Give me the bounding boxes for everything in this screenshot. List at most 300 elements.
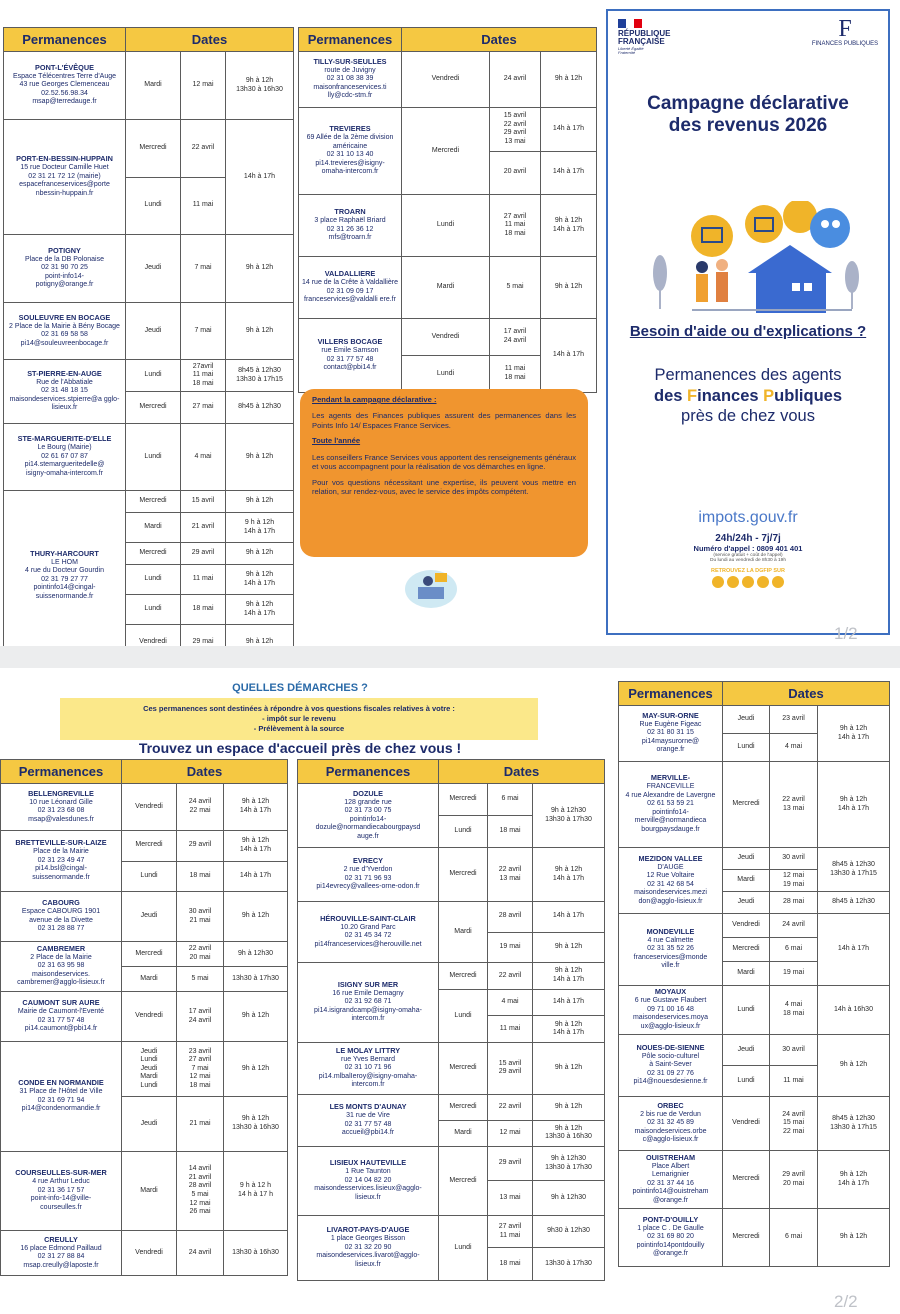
location-name: OUISTREHAM bbox=[645, 1152, 696, 1162]
phone-note-2: Du lundi au vendredi de 8h30 à 19h bbox=[709, 558, 786, 563]
location-detail: 02 31 77 57 48 bbox=[344, 1120, 392, 1128]
table-row bbox=[619, 1097, 890, 1151]
location-detail: pointinfo14@cingal- bbox=[33, 584, 96, 592]
date-cell: Mardi bbox=[402, 257, 490, 319]
location-detail: 4 rue Alexandre de Lavergne bbox=[625, 791, 716, 799]
location-detail: @orange.fr bbox=[652, 1196, 689, 1204]
youtube-icon[interactable] bbox=[772, 576, 784, 588]
demarches-line-2: - impôt sur le revenu bbox=[262, 713, 336, 723]
location-detail: pointinfo14- bbox=[652, 808, 689, 816]
date-cell: 15 avril bbox=[181, 491, 226, 513]
location-detail: Espace Télécentres Terre d'Auge bbox=[12, 72, 117, 80]
location-cell bbox=[619, 1151, 723, 1209]
twitter-icon[interactable] bbox=[757, 576, 769, 588]
location-name: CONDE EN NORMANDIE bbox=[18, 1078, 104, 1088]
date-cell: 20 avril bbox=[490, 151, 541, 195]
date-cell: 9h à 12h 14h à 17h bbox=[818, 762, 890, 848]
date-cell: Lundi bbox=[126, 565, 181, 595]
date-cell: Vendredi bbox=[126, 625, 181, 647]
header-cell: Permanences bbox=[1, 760, 122, 784]
location-detail: 02 31 80 31 15 bbox=[647, 729, 694, 737]
table-row bbox=[1, 942, 288, 967]
location-detail: franceservices@monde bbox=[633, 953, 708, 961]
location-name: TILLY-SUR-SEULLES bbox=[313, 56, 387, 66]
location-detail: pi14.isigrandcamp@isigny-omaha- bbox=[314, 1006, 422, 1014]
helper-illustration-icon bbox=[402, 565, 460, 611]
location-detail: contact@pbi14.fr bbox=[323, 364, 377, 372]
header-cell: Permanences bbox=[619, 682, 723, 706]
demarches-line-1: Ces permanences sont destinées à répondre à vos questions fiscales relatives à votre : bbox=[143, 704, 455, 713]
date-cell: Vendredi bbox=[723, 1097, 770, 1151]
location-name: MONDEVILLE bbox=[646, 926, 695, 936]
date-cell: 24 avril bbox=[177, 1231, 224, 1276]
location-detail: maisonfranceservices.ti bbox=[313, 83, 387, 91]
location-name: NOUES-DE-SIENNE bbox=[636, 1042, 705, 1052]
location-detail: 14 rue de la Crête à Valdallière bbox=[302, 279, 398, 287]
header-cell: Dates bbox=[126, 28, 294, 52]
location-name: MOYAUX bbox=[654, 987, 687, 997]
table-row bbox=[299, 257, 597, 319]
location-cell bbox=[4, 360, 126, 424]
location-name: EVRECY bbox=[352, 856, 383, 866]
table-row bbox=[619, 1035, 890, 1066]
location-cell bbox=[299, 52, 402, 108]
location-detail: maisondeservices.moya bbox=[632, 1014, 709, 1022]
location-detail: pi14@nouesdesienne.fr bbox=[633, 1078, 708, 1086]
logo-text-2: FRANÇAISE bbox=[618, 37, 665, 47]
table-row bbox=[298, 784, 605, 816]
table-row bbox=[1, 1042, 288, 1097]
location-detail: pi14.trevieres@isigny- bbox=[315, 159, 385, 167]
location-detail: 16 place Edmond Paillaud bbox=[20, 1244, 102, 1252]
date-cell: Vendredi bbox=[122, 992, 177, 1042]
location-detail: c@agglo-lisieux.fr bbox=[642, 1136, 699, 1144]
location-detail: pointinfo14pontdouilly bbox=[636, 1241, 705, 1249]
location-cell bbox=[619, 848, 723, 914]
location-detail: omaha-intercom.fr bbox=[321, 168, 379, 176]
date-cell: 22 avril bbox=[488, 963, 533, 990]
location-detail: 02 61 53 59 21 bbox=[647, 800, 694, 808]
date-cell: 24 avril 15 mai 22 mai bbox=[770, 1097, 818, 1151]
date-cell: 9h à 12h bbox=[226, 303, 294, 360]
location-detail: 2 rue d'Yverdon bbox=[343, 866, 393, 874]
location-detail: potigny@orange.fr bbox=[35, 281, 94, 289]
fp-logo-text: FINANCES PUBLIQUES bbox=[811, 41, 879, 47]
table-row bbox=[298, 1042, 605, 1094]
location-name: ISIGNY SUR MER bbox=[337, 979, 399, 989]
date-cell: 9h à 12h bbox=[818, 1209, 890, 1267]
instagram-icon[interactable] bbox=[727, 576, 739, 588]
date-cell: 7 mai bbox=[181, 303, 226, 360]
location-detail: 31 Place de l'Hôtel de Ville bbox=[19, 1088, 103, 1096]
date-cell: 6 mai bbox=[770, 938, 818, 962]
location-name: HÉROUVILLE-SAINT-CLAIR bbox=[320, 913, 416, 923]
location-detail: pi14@souleuvreenbocage.fr bbox=[20, 339, 109, 347]
date-cell: 29 avril bbox=[177, 831, 224, 862]
date-cell: 9h à 12h30 13h30 à 17h30 bbox=[533, 784, 605, 848]
table-row bbox=[299, 108, 597, 152]
location-cell bbox=[299, 257, 402, 319]
table-row bbox=[298, 902, 605, 933]
table-row bbox=[298, 963, 605, 990]
date-cell: Lundi bbox=[126, 424, 181, 491]
title-line-2: des revenus 2026 bbox=[668, 114, 828, 136]
location-detail: 1 place Georges Bisson bbox=[330, 1235, 406, 1243]
page-2 bbox=[0, 668, 900, 1314]
date-cell: 9h à 12h 14h à 17h bbox=[224, 831, 288, 862]
date-cell: 15 avril 22 avril 29 avril 13 mai bbox=[490, 108, 541, 152]
date-cell: Mercredi bbox=[439, 963, 488, 990]
location-detail: Place de la Mairie bbox=[33, 848, 89, 856]
location-cell bbox=[1, 784, 122, 831]
location-detail: 12 Rue Voltaire bbox=[646, 872, 695, 880]
location-detail: 02 31 77 57 48 bbox=[326, 355, 374, 363]
date-cell: 9h à 12h 13h30 à 16h30 bbox=[224, 1097, 288, 1152]
date-cell: Jeudi bbox=[723, 848, 770, 870]
date-cell: 13h30 à 16h30 bbox=[224, 1231, 288, 1276]
date-cell: Lundi bbox=[126, 595, 181, 625]
date-cell: 19 mai bbox=[488, 932, 533, 963]
date-cell: Jeudi bbox=[723, 706, 770, 734]
logo-text-1: RÉPUBLIQUE bbox=[618, 29, 671, 38]
location-name: CAUMONT SUR AURE bbox=[22, 998, 100, 1008]
date-cell: 9h à 12h30 bbox=[224, 942, 288, 967]
location-cell bbox=[4, 491, 126, 647]
location-detail: merville@normandieca bbox=[634, 817, 707, 825]
date-cell: Vendredi bbox=[402, 319, 490, 356]
location-name: TREVIERES bbox=[329, 124, 371, 134]
date-cell: 9h30 à 12h30 bbox=[533, 1215, 605, 1248]
table-row bbox=[619, 1209, 890, 1267]
location-detail: route de Juvigny bbox=[324, 66, 376, 74]
date-cell: 22 avril 13 mai bbox=[770, 762, 818, 848]
table-row bbox=[619, 706, 890, 734]
date-cell: 14h à 17h bbox=[533, 989, 605, 1016]
location-cell bbox=[298, 784, 439, 848]
location-cell bbox=[298, 848, 439, 902]
location-cell bbox=[298, 1042, 439, 1094]
location-name: LISIEUX HAUTEVILLE bbox=[329, 1158, 407, 1168]
location-name: LIVAROT-PAYS-D'AUGE bbox=[326, 1225, 410, 1235]
social-links bbox=[608, 576, 888, 588]
location-detail: msap@valesdunes.fr bbox=[28, 815, 94, 823]
page-1 bbox=[0, 0, 900, 646]
location-detail: 02 31 69 80 20 bbox=[647, 1233, 694, 1241]
location-name: CABOURG bbox=[42, 898, 80, 908]
table-row bbox=[299, 195, 597, 257]
location-detail: 02 31 08 38 39 bbox=[326, 75, 374, 83]
date-cell: 9h à 12h 14h à 17h bbox=[224, 784, 288, 831]
date-cell: Lundi bbox=[723, 986, 770, 1035]
date-cell: Mardi bbox=[126, 52, 181, 120]
dgfip-label: RETROUVEZ LA DGFIP SUR bbox=[711, 568, 785, 574]
date-cell: Vendredi bbox=[122, 1231, 177, 1276]
date-cell: 9h à 12h bbox=[541, 257, 597, 319]
location-cell bbox=[619, 1209, 723, 1267]
location-cell bbox=[4, 424, 126, 491]
date-cell: 11 mai 18 mai bbox=[490, 356, 541, 393]
location-detail: Espace CABOURG 1901 bbox=[21, 908, 101, 916]
date-cell: 14h à 17h bbox=[541, 319, 597, 393]
table-row bbox=[619, 762, 890, 848]
location-detail: 02 31 32 45 89 bbox=[647, 1119, 694, 1127]
date-cell: 11 mai bbox=[488, 1016, 533, 1043]
table-row bbox=[619, 986, 890, 1035]
location-detail: 02 31 77 57 48 bbox=[37, 1016, 85, 1024]
facebook-icon[interactable] bbox=[712, 576, 724, 588]
find-heading: Trouvez un espace d'accueil près de chez vous ! bbox=[138, 740, 462, 756]
date-cell: 9h à 12h bbox=[533, 932, 605, 963]
date-cell: Mardi bbox=[723, 870, 770, 892]
date-cell: Mardi bbox=[122, 1152, 177, 1231]
table-row bbox=[1, 892, 288, 942]
location-name: CREULLY bbox=[44, 1234, 78, 1244]
header-cell: Permanences bbox=[4, 28, 126, 52]
date-cell: 9 h à 12 h 14 h à 17 h bbox=[224, 1152, 288, 1231]
date-cell: Mercredi bbox=[439, 1146, 488, 1215]
location-detail: pi14@condenormandie.fr bbox=[21, 1105, 101, 1113]
date-cell: Lundi bbox=[439, 989, 488, 1042]
info-text-1: Les agents des Finances publiques assurent des permanences dans les Points Info 14/ Espaces France Services. bbox=[312, 411, 576, 430]
location-cell bbox=[1, 892, 122, 942]
date-cell: 24 avril bbox=[770, 914, 818, 938]
date-cell: 22 avril bbox=[181, 120, 226, 178]
date-cell: 9h à 12h bbox=[224, 892, 288, 942]
date-cell: 14 avril 21 avril 28 avril 5 mai 12 mai 26 mai bbox=[177, 1152, 224, 1231]
date-cell: Jeudi Lundi Jeudi Mardi Lundi bbox=[122, 1042, 177, 1097]
location-detail: 2 Place de la Mairie bbox=[30, 953, 92, 961]
header-cell: Dates bbox=[402, 28, 597, 52]
location-name: BELLENGREVILLE bbox=[28, 788, 94, 798]
location-detail: 02 31 45 34 72 bbox=[344, 932, 392, 940]
info-box bbox=[300, 389, 588, 557]
date-cell: Lundi bbox=[122, 861, 177, 892]
location-detail: 09 71 00 16 48 bbox=[647, 1005, 694, 1013]
location-detail: 31 rue de Vire bbox=[346, 1112, 390, 1120]
location-detail: 02 61 67 07 87 bbox=[41, 452, 88, 460]
location-detail: 02 31 09 27 76 bbox=[647, 1069, 694, 1077]
location-cell bbox=[4, 52, 126, 120]
location-detail: pi14evrecy@vallees-orne-odon.fr bbox=[316, 883, 420, 891]
location-detail: 02 31 79 27 77 bbox=[41, 575, 88, 583]
location-name: MEZIDON VALLEE bbox=[638, 853, 703, 863]
table-row bbox=[298, 848, 605, 902]
location-detail: maisondeservices.livarot@agglo- bbox=[316, 1252, 420, 1260]
date-cell: 9h à 12h bbox=[818, 1035, 890, 1097]
location-detail: 02 31 37 44 16 bbox=[647, 1179, 694, 1187]
location-detail: pointinfo14@ouistreham bbox=[632, 1188, 709, 1196]
date-cell: 9h à 12h bbox=[226, 424, 294, 491]
location-cell bbox=[1, 1231, 122, 1276]
date-cell: 18 mai bbox=[488, 816, 533, 848]
table-row bbox=[1, 784, 288, 831]
info-text-3: Pour vos questions nécessitant une expertise, ils peuvent vous mettre en relation, sur rendez-vous, avec le service des impôts compétent. bbox=[312, 477, 576, 497]
finances-publiques-logo: F FINANCES PUBLIQUES bbox=[811, 16, 879, 47]
contact-block bbox=[608, 509, 888, 588]
date-cell: Jeudi bbox=[126, 303, 181, 360]
location-detail: 2 Place de la Mairie à Bény Bocage bbox=[9, 322, 120, 330]
date-cell: 11 mai bbox=[770, 1066, 818, 1097]
table-row bbox=[4, 235, 294, 303]
date-cell: 9h à 12h 14h à 17h bbox=[533, 848, 605, 902]
location-cell bbox=[298, 1094, 439, 1146]
location-detail: rue Yves Bernard bbox=[341, 1055, 395, 1063]
date-cell: 28 mai bbox=[770, 892, 818, 914]
date-cell: 8h45 à 12h30 13h30 à 17h15 bbox=[226, 360, 294, 392]
date-cell: Jeudi bbox=[723, 892, 770, 914]
date-cell: 29 avril 20 mai bbox=[770, 1151, 818, 1209]
date-cell: 27avril 11 mai 18 mai bbox=[181, 360, 226, 392]
date-cell: 14h à 17h bbox=[224, 861, 288, 892]
date-cell: Mardi bbox=[723, 962, 770, 986]
location-cell bbox=[1, 942, 122, 992]
location-detail: Le Bourg (Mairie) bbox=[37, 444, 92, 452]
location-detail: intercom.fr bbox=[351, 1081, 385, 1089]
impots-link[interactable]: impots.gouv.fr bbox=[698, 509, 798, 526]
permanences-table-1 bbox=[3, 27, 294, 646]
availability: 24h/24h - 7j/7j bbox=[715, 533, 781, 544]
demarches-line-3: - Prélèvement à la source bbox=[253, 723, 345, 733]
table-row bbox=[619, 848, 890, 870]
location-detail: 4 rue Calmette bbox=[647, 936, 694, 944]
location-cell bbox=[299, 319, 402, 393]
location-detail: 69 Allée de la 2ème division américaine bbox=[306, 134, 394, 150]
date-cell: Mercredi bbox=[122, 831, 177, 862]
date-cell: 8h45 à 12h30 bbox=[226, 392, 294, 424]
location-detail: bourgpaysdauge.fr bbox=[641, 826, 700, 833]
date-cell: 4 mai 18 mai bbox=[770, 986, 818, 1035]
date-cell: 8h45 à 12h30 13h30 à 17h15 bbox=[818, 848, 890, 892]
location-detail: 4 rue Arthur Leduc bbox=[32, 1178, 90, 1186]
date-cell: Mercredi bbox=[126, 120, 181, 178]
phone-note-1: (service gratuit + coût de l'appel) bbox=[713, 553, 783, 558]
location-detail: 2 bis rue de Verdun bbox=[640, 1110, 701, 1118]
permanences-heading bbox=[608, 365, 888, 427]
date-cell: 9h à 12h 14h à 17h bbox=[226, 595, 294, 625]
date-cell: 9h à 12h bbox=[226, 543, 294, 565]
location-detail: 02 31 23 49 47 bbox=[37, 856, 85, 864]
location-name: VILLERS BOCAGE bbox=[317, 337, 383, 347]
table-row bbox=[4, 303, 294, 360]
date-cell: 8h45 à 12h30 13h30 à 17h15 bbox=[818, 1097, 890, 1151]
location-detail: 02 31 26 36 12 bbox=[326, 225, 374, 233]
location-detail: 02 31 36 17 57 bbox=[37, 1186, 85, 1194]
location-name: DOZULE bbox=[353, 788, 383, 798]
date-cell: Mercredi bbox=[126, 543, 181, 565]
location-detail: dozule@normandiecabourgpaysd bbox=[315, 824, 421, 832]
location-cell bbox=[298, 1146, 439, 1215]
location-detail: maisondeservices.mezi bbox=[634, 889, 707, 897]
info-heading-1: Pendant la campagne déclarative : bbox=[312, 395, 437, 404]
date-cell: Lundi bbox=[126, 360, 181, 392]
location-cell bbox=[619, 706, 723, 762]
permanences-table-5 bbox=[618, 681, 890, 1267]
location-detail: orange.fr bbox=[656, 746, 685, 754]
location-cell bbox=[1, 831, 122, 892]
date-cell: 17 avril 24 avril bbox=[177, 992, 224, 1042]
date-cell: 18 mai bbox=[181, 595, 226, 625]
table-row bbox=[4, 424, 294, 491]
location-detail: 02 31 63 95 98 bbox=[37, 962, 85, 970]
perm-line-3: près de chez vous bbox=[681, 407, 815, 426]
location-detail: Place de la DB Polonaise bbox=[25, 255, 104, 263]
location-detail: ux@agglo-lisieux.fr bbox=[640, 1022, 701, 1030]
location-detail: pi14.caumont@pbi14.fr bbox=[24, 1025, 98, 1033]
table-row bbox=[1, 1152, 288, 1231]
location-detail: 02 31 27 88 84 bbox=[37, 1253, 85, 1261]
date-cell: Mercredi bbox=[723, 938, 770, 962]
location-detail: 43 rue Georges Clemenceau bbox=[19, 81, 110, 89]
date-cell: Lundi bbox=[402, 195, 490, 257]
date-cell: 13h30 à 17h30 bbox=[533, 1248, 605, 1281]
location-detail: maisondesservices.lisieux@agglo- bbox=[314, 1185, 422, 1193]
table-row bbox=[4, 120, 294, 178]
location-detail: espacefranceservices@porte nbessin-huppain.fr bbox=[19, 181, 110, 197]
date-cell: 21 mai bbox=[177, 1097, 224, 1152]
location-name: VALDALLIERE bbox=[324, 269, 376, 279]
table-row bbox=[619, 914, 890, 938]
location-detail: maisondeservices. bbox=[32, 970, 90, 978]
location-name: PONT-L'ÉVÊQUE bbox=[35, 62, 94, 72]
date-cell: 22 avril 20 mai bbox=[177, 942, 224, 967]
table-row bbox=[619, 1151, 890, 1209]
location-name: CAMBREMER bbox=[36, 943, 86, 953]
date-cell: 5 mai bbox=[490, 257, 541, 319]
location-name: ST-PIERRE-EN-AUGE bbox=[27, 368, 102, 378]
date-cell: 9 h à 12h 14h à 17h bbox=[226, 513, 294, 543]
date-cell: Mercredi bbox=[126, 491, 181, 513]
date-cell: Mardi bbox=[439, 1120, 488, 1146]
location-detail: Lemarignier bbox=[652, 1171, 689, 1179]
date-cell: 6 mai bbox=[770, 1209, 818, 1267]
location-detail: 02 31 23 68 08 bbox=[37, 807, 85, 815]
location-name: TROARN bbox=[334, 207, 366, 217]
date-cell: 8h45 à 12h30 bbox=[818, 892, 890, 914]
date-cell: 15 avril 29 avril bbox=[488, 1042, 533, 1094]
demarches-heading: QUELLES DÉMARCHES ? bbox=[232, 682, 368, 694]
info-text-2: Les conseillers France Services vous apportent des renseignements généraux et vous accompagnent pour la réalisation de vos démarches en ligne. bbox=[312, 452, 576, 472]
location-detail: 6 rue Gustave Flaubert bbox=[634, 997, 707, 1005]
location-detail: franceservices@valdalli ere.fr bbox=[304, 296, 396, 304]
date-cell: 18 mai bbox=[177, 861, 224, 892]
location-detail: 02 31 48 18 15 bbox=[41, 387, 88, 395]
location-detail: auge.fr bbox=[357, 832, 379, 840]
page-number: 1/2 bbox=[834, 624, 858, 643]
page-number-2: 2/2 bbox=[834, 1292, 858, 1311]
logo-motto: Liberté Égalité Fraternité bbox=[618, 45, 644, 55]
date-cell: 9h à 12h bbox=[226, 491, 294, 513]
date-cell: 29 avril bbox=[181, 543, 226, 565]
location-detail: 1 Rue Taunton bbox=[345, 1168, 391, 1176]
date-cell: 13 mai bbox=[488, 1181, 533, 1216]
linkedin-icon[interactable] bbox=[742, 576, 754, 588]
location-detail: @orange.fr bbox=[652, 1250, 689, 1258]
date-cell: Mercredi bbox=[439, 1042, 488, 1094]
location-detail: lisieux.fr bbox=[355, 1260, 381, 1268]
header-cell: Dates bbox=[439, 760, 605, 784]
date-cell: Mercredi bbox=[723, 1151, 770, 1209]
help-heading: Besoin d'aide ou d'explications ? bbox=[629, 323, 867, 340]
date-cell: 9h à 12h30 bbox=[533, 1181, 605, 1216]
date-cell: 23 avril 27 avril 7 mai 12 mai 18 mai bbox=[177, 1042, 224, 1097]
date-cell: Lundi bbox=[126, 177, 181, 235]
date-cell: 9h à 12h 14h à 17h bbox=[533, 963, 605, 990]
date-cell: Mercredi bbox=[723, 1209, 770, 1267]
date-cell: Mercredi bbox=[439, 1094, 488, 1120]
perm-line-2e: ubliques bbox=[774, 386, 843, 405]
location-cell bbox=[4, 120, 126, 235]
date-cell: 9h à 12h bbox=[224, 992, 288, 1042]
